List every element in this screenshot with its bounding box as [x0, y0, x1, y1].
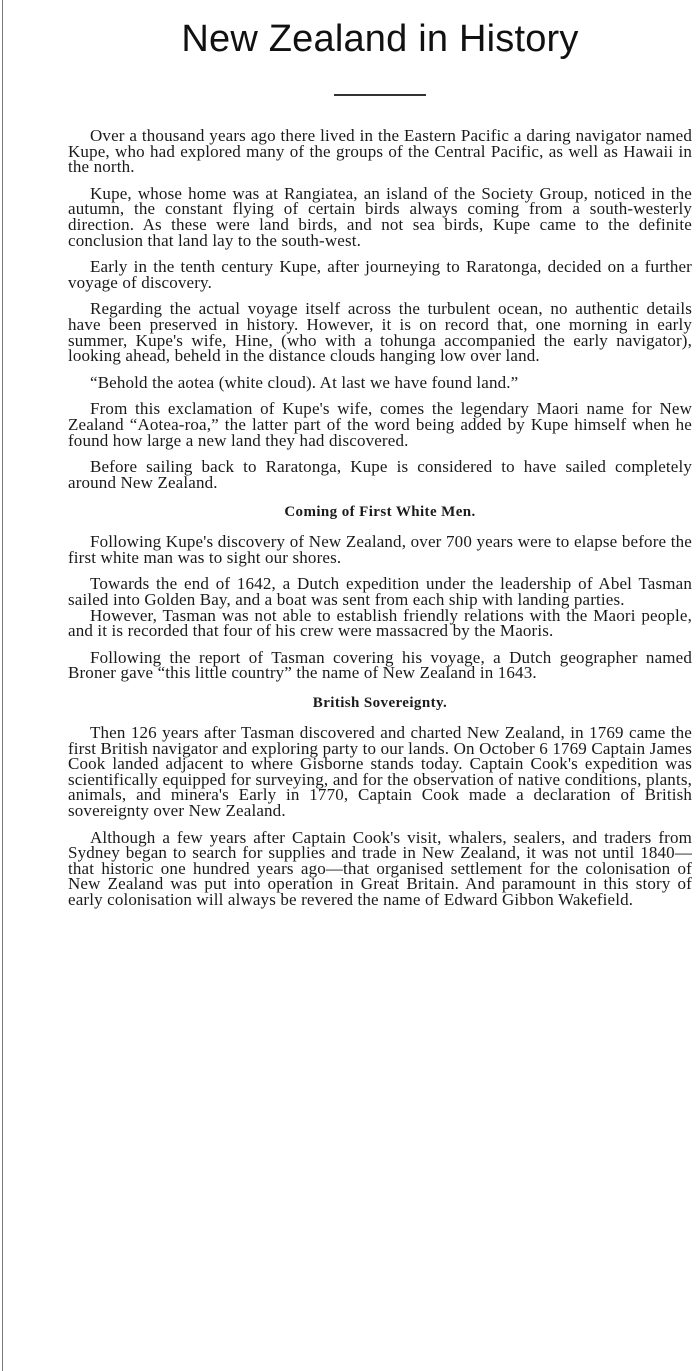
section-heading-white-men: Coming of First White Men. [284, 504, 476, 521]
page-edge-rule [2, 0, 3, 1371]
paragraph: Kupe, whose home was at Rangiatea, an island of the Society Group, noticed in the autumn, the constant flying of certain birds always coming from a south-westerly direction. As these were land birds, and not sea birds, Kupe came to the definite conclusion that land lay to the south-west. [68, 183, 692, 250]
paragraph: “Behold the aotea (white cloud). At last we have found land.” [90, 372, 519, 392]
section-heading-british-sovereignty: British Sovereignty. [312, 695, 448, 712]
paragraph: Following the report of Tasman covering his voyage, a Dutch geographer named Broner gave “this little country” the name of New Zealand in 1643. [68, 647, 692, 683]
title-divider [334, 94, 426, 96]
article [68, 0, 692, 919]
paragraph: Following Kupe's discovery of New Zealand, over 700 years were to elapse before the first white man was to sight our shores. [68, 532, 692, 567]
paragraph: From this exclamation of Kupe's wife, comes the legendary Maori name for New Zealand “Aotea-roa,” the latter part of the word being added by Kupe himself when he found how large a new land they had discovered. [68, 399, 692, 450]
paragraph: However, Tasman was not able to establish friendly relations with the Maori people, and it is recorded that four of his crew were massacred by the Maoris. [68, 605, 692, 641]
paragraph: Although a few years after Captain Cook's visit, whalers, sealers, and traders from Sydney began to search for supplies and trade in New Zealand, it was not until 1840—that historic one hundred years ago—that organised settlement for the colonisation of New Zealand was put into operation in Great Britain. And paramount in this story of early colonisation will always be revered the name of Edward Gibbon Wakefield. [68, 827, 692, 909]
paragraph: Then 126 years after Tasman discovered and charted New Zealand, in 1769 came the first British navigator and exploring party to our lands. On October 6 1769 Captain James Cook landed adjacent to where Gisborne stands today. Captain Cook's expedition was scientifically equipped for surveying, and for the observation of native conditions, plants, animals, and minera's Early in 1770, Captain Cook made a declaration of British sovereignty over New Zealand. [68, 723, 692, 820]
paragraph: Before sailing back to Raratonga, Kupe is considered to have sailed completely around New Zealand. [68, 457, 692, 492]
paragraph: Over a thousand years ago there lived in the Eastern Pacific a daring navigator named Kupe, who had explored many of the groups of the Central Pacific, as well as Hawaii in the north. [68, 126, 692, 177]
paragraph: Towards the end of 1642, a Dutch expedition under the leadership of Abel Tasman sailed into Golden Bay, and a boat was sent from each ship with landing parties. [68, 574, 692, 610]
article-title: New Zealand in History [181, 18, 579, 60]
paragraph: Early in the tenth century Kupe, after journeying to Raratonga, decided on a further voyage of discovery. [68, 257, 692, 292]
paragraph: Regarding the actual voyage itself across the turbulent ocean, no authentic details have been preserved in history. However, it is on record that, one morning in early summer, Kupe's wife, Hine, (who with a tohunga accompanied the early navigator), looking ahead, beheld in the distance clouds hanging low over land. [68, 299, 692, 366]
